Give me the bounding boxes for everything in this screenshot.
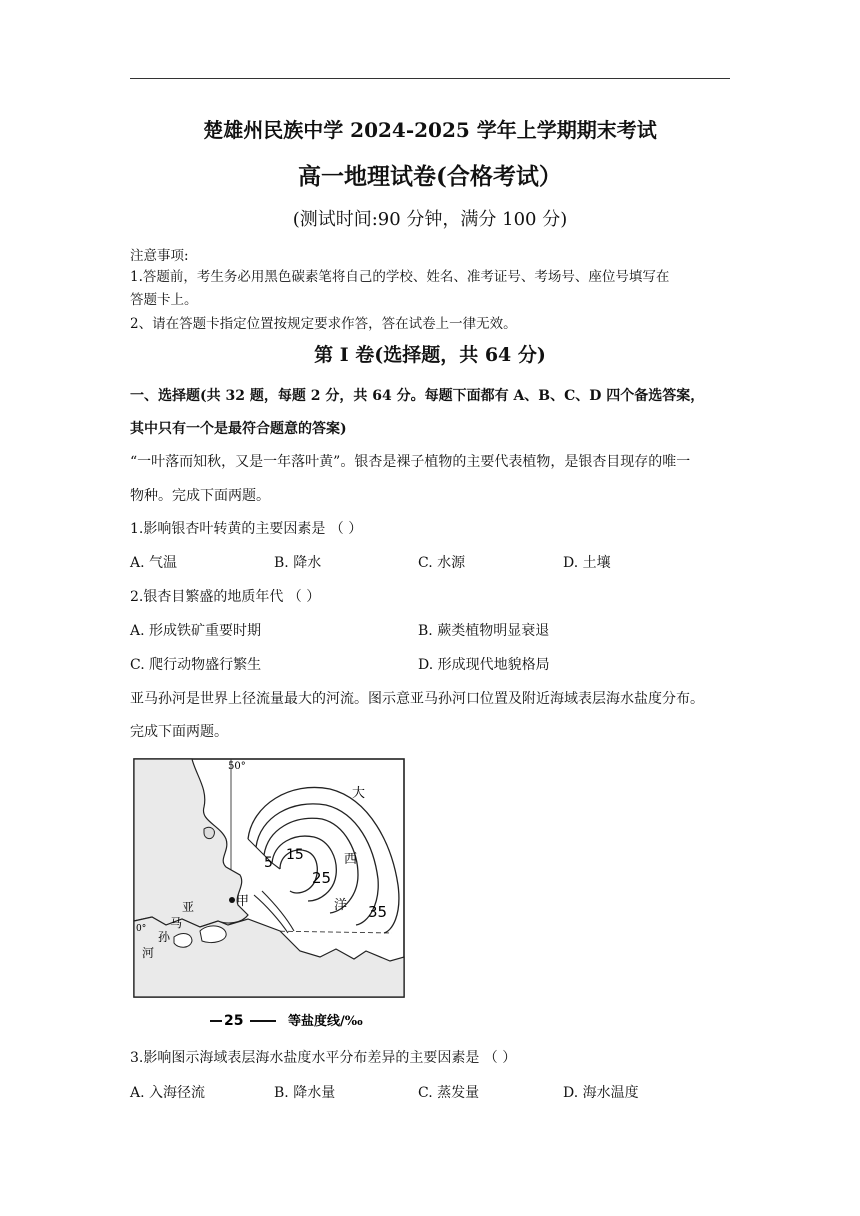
- equator-label: 0°: [136, 924, 147, 934]
- q2-option-d: D. 形成现代地貌格局: [418, 657, 550, 673]
- isoline-label-15: 15: [286, 847, 304, 863]
- exam-time-note: (测试时间:90 分钟，满分 100 分): [292, 209, 568, 230]
- q2-option-b: B. 蕨类植物明显衰退: [418, 623, 550, 639]
- legend-value: 25: [224, 1013, 244, 1029]
- q3-option-d: D. 海水温度: [563, 1085, 639, 1101]
- section-instructions: 一、选择题(共 32 题，每题 2 分，共 64 分。每题下面都有 A、B、C、D 四个备选答案，: [130, 388, 705, 404]
- q2-option-a: A. 形成铁矿重要时期: [130, 623, 262, 639]
- notice-item-1: 1.答题前，考生务必用黑色碳素笔将自己的学校、姓名、准考证号、考场号、座位号填写在: [130, 269, 670, 285]
- notice-heading: 注意事项:: [130, 248, 189, 264]
- river-island: [200, 926, 226, 943]
- ocean-label-3: 洋: [334, 898, 348, 913]
- q2-option-c: C. 爬行动物盛行繁生: [130, 657, 262, 673]
- isoline-label-25: 25: [312, 869, 332, 887]
- exam-subtitle: 高一地理试卷(合格考试）: [298, 163, 562, 190]
- ocean-label-2: 西: [344, 852, 358, 867]
- point-jia-label: 甲: [236, 894, 250, 909]
- header-rule: [130, 78, 730, 79]
- ocean-label-1: 大: [352, 786, 366, 801]
- passage-1-cont: 物种。完成下面两题。: [130, 488, 270, 504]
- isoline-label-5: 5: [264, 855, 273, 871]
- river-label-3: 孙: [158, 930, 171, 944]
- q1-option-a: A. 气温: [130, 555, 178, 571]
- question-3-stem: 3.影响图示海域表层海水盐度水平分布差异的主要因素是 （ ）: [130, 1050, 517, 1066]
- q3-option-b: B. 降水量: [274, 1085, 336, 1101]
- q1-option-d: D. 土壤: [563, 555, 611, 571]
- q3-option-a: A. 入海径流: [130, 1085, 206, 1101]
- amazon-salinity-map: [130, 755, 408, 1030]
- river-label-2: 马: [170, 916, 183, 930]
- passage-2: 亚马孙河是世界上径流量最大的河流。图示意亚马孙河口位置及附近海域表层海水盐度分布。: [130, 691, 704, 707]
- section-instructions-cont: 其中只有一个是最符合题意的答案): [130, 421, 347, 437]
- river-label-1: 亚: [182, 900, 195, 914]
- q1-option-c: C. 水源: [418, 555, 466, 571]
- legend-label: 等盐度线/‰: [288, 1014, 363, 1029]
- notice-item-2: 2、请在答题卡指定位置按规定要求作答，答在试卷上一律无效。: [130, 316, 517, 332]
- river-label-4: 河: [142, 946, 155, 960]
- question-1-stem: 1.影响银杏叶转黄的主要因素是 （ ）: [130, 521, 363, 537]
- question-2-stem: 2.银杏目繁盛的地质年代 （ ）: [130, 589, 321, 605]
- point-jia-marker: [229, 897, 235, 903]
- notice-item-1-cont: 答题卡上。: [130, 292, 198, 308]
- river-island: [174, 934, 192, 948]
- passage-2-cont: 完成下面两题。: [130, 724, 228, 740]
- q1-option-b: B. 降水: [274, 555, 322, 571]
- island-marker: [204, 827, 214, 838]
- exam-title: 楚雄州民族中学 2024-2025 学年上学期期末考试: [203, 118, 657, 142]
- longitude-label: 50°: [228, 761, 246, 772]
- q3-option-c: C. 蒸发量: [418, 1085, 480, 1101]
- isoline-label-35: 35: [368, 903, 388, 921]
- section-title: 第 I 卷(选择题，共 64 分): [314, 344, 546, 366]
- passage-1: “一叶落而知秋，又是一年落叶黄”。银杏是裸子植物的主要代表植物，是银杏目现存的唯一: [130, 454, 691, 470]
